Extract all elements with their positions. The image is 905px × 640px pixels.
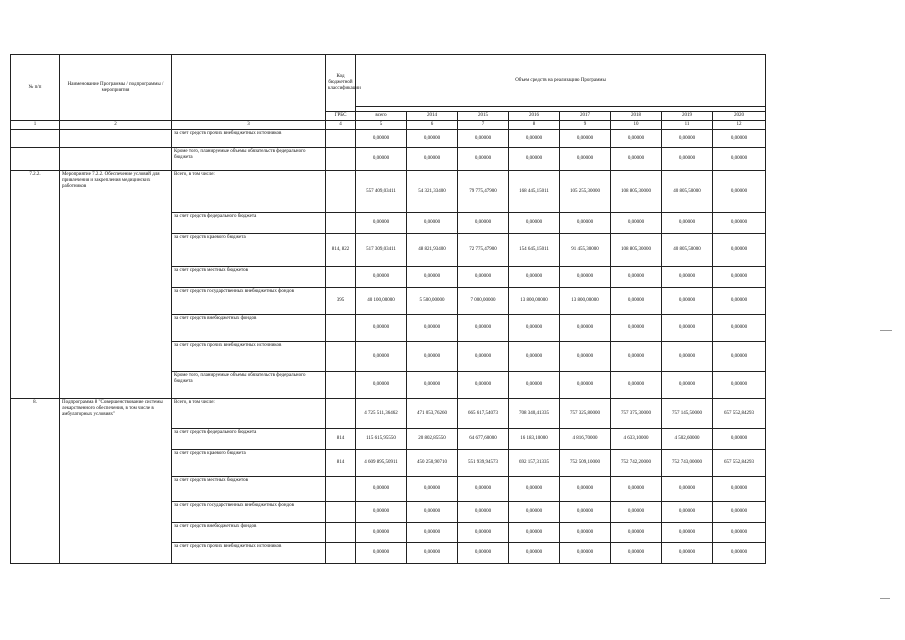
row-year-value: 0,00000 — [713, 477, 766, 502]
row-year-value: 0,00000 — [611, 315, 662, 342]
row-year-value: 0,00000 — [611, 502, 662, 523]
row-year-value: 72 775,47900 — [458, 234, 509, 267]
row-year-value: 0,00000 — [713, 543, 766, 564]
row-year-value: 0,00000 — [509, 502, 560, 523]
row-grbs: 814 — [326, 429, 356, 450]
row-year-value: 0,00000 — [509, 342, 560, 372]
row-year-value: 0,00000 — [407, 267, 458, 288]
row-year-value: 0,00000 — [509, 213, 560, 234]
row-year-value: 0,00000 — [458, 502, 509, 523]
row-year-value: 0,00000 — [713, 267, 766, 288]
row-year-value: 154 645,15011 — [509, 234, 560, 267]
row-grbs — [326, 148, 356, 171]
row-total-value: 0,00000 — [356, 213, 407, 234]
row-year-value: 0,00000 — [458, 213, 509, 234]
row-year-value: 0,00000 — [611, 148, 662, 171]
row-year-value: 20 802,85550 — [407, 429, 458, 450]
row-year-value: 0,00000 — [662, 130, 713, 148]
row-funding-source: за счет средств краевого бюджета — [172, 234, 326, 267]
column-number: 10 — [611, 121, 662, 130]
row-year-value: 0,00000 — [458, 267, 509, 288]
row-program-name — [60, 148, 172, 171]
column-number: 5 — [356, 121, 407, 130]
row-year-value: 0,00000 — [713, 502, 766, 523]
row-year-value: 0,00000 — [713, 315, 766, 342]
row-year-value: 757 325,80000 — [560, 399, 611, 429]
row-year-value: 0,00000 — [458, 148, 509, 171]
row-year-value: 0,00000 — [662, 543, 713, 564]
row-total-value: 0,00000 — [356, 477, 407, 502]
header-volume: Объем средств на реализацию Программы — [356, 55, 766, 107]
row-year-value: 665 617,54073 — [458, 399, 509, 429]
row-year-value: 551 939,94573 — [458, 450, 509, 477]
row-year-value: 5 500,00000 — [407, 288, 458, 315]
column-number: 11 — [662, 121, 713, 130]
row-funding-source: Всего, в том числе: — [172, 399, 326, 429]
row-year-value: 16 183,10000 — [509, 429, 560, 450]
row-year-value: 0,00000 — [560, 372, 611, 399]
row-funding-source: за счет средств государственных внебюджетных фондов — [172, 502, 326, 523]
row-year-value: 0,00000 — [458, 342, 509, 372]
row-grbs — [326, 171, 356, 213]
header-year: 2020 — [713, 112, 766, 121]
header-empty — [172, 55, 326, 121]
row-year-value: 0,00000 — [407, 523, 458, 543]
row-funding-source: за счет средств внебюджетных фондов — [172, 315, 326, 342]
row-year-value: 657 552,84293 — [713, 399, 766, 429]
row-year-value: 40 805,50000 — [662, 171, 713, 213]
row-funding-source: за счет средств прочих внебюджетных источников — [172, 543, 326, 564]
row-funding-source: за счет средств местных бюджетов — [172, 267, 326, 288]
row-year-value: 0,00000 — [509, 148, 560, 171]
table-row — [11, 148, 766, 171]
row-year-value: 13 800,00000 — [509, 288, 560, 315]
row-total-value: 0,00000 — [356, 523, 407, 543]
row-year-value: 0,00000 — [407, 477, 458, 502]
row-year-value: 0,00000 — [407, 502, 458, 523]
table-row — [11, 171, 766, 213]
row-grbs — [326, 477, 356, 502]
row-grbs — [326, 399, 356, 429]
header-no: № п/п — [11, 55, 60, 121]
row-program-name — [60, 130, 172, 148]
row-number — [11, 130, 60, 148]
row-year-value: 0,00000 — [509, 543, 560, 564]
row-year-value: 450 250,90710 — [407, 450, 458, 477]
row-total-value: 0,00000 — [356, 543, 407, 564]
row-year-value: 0,00000 — [560, 213, 611, 234]
row-funding-source: Кроме того, планируемые объемы обязательств федерального бюджета — [172, 148, 326, 171]
row-funding-source: за счет средств прочих внебюджетных источников — [172, 342, 326, 372]
row-year-value: 91 455,30000 — [560, 234, 611, 267]
column-number: 3 — [172, 121, 326, 130]
row-year-value: 0,00000 — [662, 372, 713, 399]
row-year-value: 471 053,76260 — [407, 399, 458, 429]
row-grbs: 814, 822 — [326, 234, 356, 267]
row-year-value: 0,00000 — [560, 267, 611, 288]
row-year-value: 657 552,84293 — [713, 450, 766, 477]
row-year-value: 0,00000 — [560, 523, 611, 543]
header-year: 2018 — [611, 112, 662, 121]
row-total-value: 517 309,03411 — [356, 234, 407, 267]
row-year-value: 0,00000 — [458, 543, 509, 564]
row-year-value: 0,00000 — [458, 477, 509, 502]
row-year-value: 0,00000 — [713, 429, 766, 450]
row-year-value: 54 321,33400 — [407, 171, 458, 213]
column-number: 8 — [509, 121, 560, 130]
row-funding-source: за счет средств федерального бюджета — [172, 429, 326, 450]
scan-edge-mark — [880, 330, 892, 331]
row-year-value: 0,00000 — [560, 502, 611, 523]
column-number: 9 — [560, 121, 611, 130]
row-year-value: 0,00000 — [407, 148, 458, 171]
row-year-value: 0,00000 — [458, 315, 509, 342]
row-year-value: 0,00000 — [611, 213, 662, 234]
row-funding-source: за счет средств прочих внебюджетных источников — [172, 130, 326, 148]
row-year-value: 0,00000 — [509, 477, 560, 502]
row-funding-source: за счет средств государственных внебюджетных фондов — [172, 288, 326, 315]
row-year-value: 0,00000 — [611, 372, 662, 399]
row-year-value: 0,00000 — [611, 288, 662, 315]
row-year-value: 0,00000 — [509, 315, 560, 342]
row-year-value: 168 445,15011 — [509, 171, 560, 213]
column-number: 6 — [407, 121, 458, 130]
table-row — [11, 399, 766, 429]
row-year-value: 0,00000 — [560, 477, 611, 502]
row-year-value: 0,00000 — [407, 372, 458, 399]
row-year-value: 752 509,10000 — [560, 450, 611, 477]
row-year-value: 0,00000 — [407, 543, 458, 564]
row-year-value: 0,00000 — [560, 543, 611, 564]
header-year: 2017 — [560, 112, 611, 121]
row-total-value: 0,00000 — [356, 372, 407, 399]
header-year: 2016 — [509, 112, 560, 121]
row-year-value: 0,00000 — [662, 477, 713, 502]
header-row-1 — [11, 55, 766, 107]
header-total: всего — [356, 112, 407, 121]
header-grbs: ГРБС — [326, 112, 356, 121]
row-year-value: 0,00000 — [713, 372, 766, 399]
row-year-value: 0,00000 — [458, 130, 509, 148]
row-year-value: 0,00000 — [509, 267, 560, 288]
row-year-value: 0,00000 — [662, 267, 713, 288]
row-grbs — [326, 372, 356, 399]
header-year: 2014 — [407, 112, 458, 121]
row-grbs — [326, 502, 356, 523]
row-year-value: 108 805,30000 — [611, 171, 662, 213]
row-total-value: 115 615,95550 — [356, 429, 407, 450]
row-year-value: 0,00000 — [509, 372, 560, 399]
row-year-value: 0,00000 — [560, 315, 611, 342]
row-year-value: 79 775,47900 — [458, 171, 509, 213]
row-year-value: 108 805,30000 — [611, 234, 662, 267]
column-number: 4 — [326, 121, 356, 130]
row-total-value: 4 609 895,50911 — [356, 450, 407, 477]
row-year-value: 0,00000 — [662, 213, 713, 234]
column-number: 1 — [11, 121, 60, 130]
row-grbs — [326, 543, 356, 564]
row-grbs — [326, 342, 356, 372]
row-grbs — [326, 130, 356, 148]
row-year-value: 0,00000 — [560, 342, 611, 372]
column-number: 12 — [713, 121, 766, 130]
row-year-value: 0,00000 — [713, 342, 766, 372]
header-year: 2019 — [662, 112, 713, 121]
row-year-value: 0,00000 — [611, 477, 662, 502]
row-year-value: 0,00000 — [662, 502, 713, 523]
table-body — [11, 55, 766, 564]
row-year-value: 0,00000 — [560, 148, 611, 171]
column-number: 7 — [458, 121, 509, 130]
row-year-value: 0,00000 — [458, 372, 509, 399]
row-grbs: 814 — [326, 450, 356, 477]
row-total-value: 0,00000 — [356, 148, 407, 171]
row-year-value: 0,00000 — [662, 148, 713, 171]
row-funding-source: Кроме того, планируемые объемы обязательств федерального бюджета — [172, 372, 326, 399]
row-year-value: 0,00000 — [662, 523, 713, 543]
row-year-value: 0,00000 — [713, 213, 766, 234]
row-year-value: 13 800,00000 — [560, 288, 611, 315]
row-grbs — [326, 267, 356, 288]
scan-edge-mark — [880, 598, 890, 599]
row-total-value: 4 725 511,36462 — [356, 399, 407, 429]
row-year-value: 0,00000 — [662, 315, 713, 342]
row-total-value: 0,00000 — [356, 267, 407, 288]
row-total-value: 40 100,00000 — [356, 288, 407, 315]
row-year-value: 0,00000 — [713, 234, 766, 267]
row-year-value: 0,00000 — [662, 342, 713, 372]
row-funding-source: за счет средств краевого бюджета — [172, 450, 326, 477]
row-funding-source: Всего, в том числе: — [172, 171, 326, 213]
row-total-value: 0,00000 — [356, 342, 407, 372]
header-year: 2015 — [458, 112, 509, 121]
header-name: Наименование Программы / подпрограммы / мероприятия — [60, 55, 172, 121]
header-code: Код бюджетной классификации — [326, 55, 356, 112]
row-year-value: 0,00000 — [407, 315, 458, 342]
row-year-value: 0,00000 — [611, 342, 662, 372]
row-year-value: 4 816,70000 — [560, 429, 611, 450]
row-total-value: 0,00000 — [356, 315, 407, 342]
column-number-row — [11, 121, 766, 130]
row-total-value: 0,00000 — [356, 502, 407, 523]
row-year-value: 4 633,10000 — [611, 429, 662, 450]
row-year-value: 0,00000 — [713, 523, 766, 543]
row-number: 7.2.2. — [11, 171, 60, 399]
row-year-value: 708 340,41335 — [509, 399, 560, 429]
row-year-value: 0,00000 — [713, 148, 766, 171]
row-funding-source: за счет средств внебюджетных фондов — [172, 523, 326, 543]
row-year-value: 0,00000 — [611, 543, 662, 564]
row-number — [11, 148, 60, 171]
row-number: 8. — [11, 399, 60, 564]
row-year-value: 0,00000 — [407, 213, 458, 234]
row-year-value: 0,00000 — [611, 523, 662, 543]
row-year-value: 0,00000 — [407, 342, 458, 372]
row-year-value: 0,00000 — [407, 130, 458, 148]
row-grbs — [326, 315, 356, 342]
row-year-value: 752 742,20000 — [611, 450, 662, 477]
row-year-value: 0,00000 — [509, 130, 560, 148]
row-year-value: 105 255,30000 — [560, 171, 611, 213]
row-year-value: 752 743,00000 — [662, 450, 713, 477]
row-year-value: 0,00000 — [611, 267, 662, 288]
row-year-value: 48 821,93400 — [407, 234, 458, 267]
row-year-value: 40 805,50000 — [662, 234, 713, 267]
row-total-value: 0,00000 — [356, 130, 407, 148]
row-year-value: 692 157,31335 — [509, 450, 560, 477]
row-year-value: 0,00000 — [560, 130, 611, 148]
row-year-value: 0,00000 — [458, 523, 509, 543]
row-year-value: 64 677,60000 — [458, 429, 509, 450]
row-program-name: Подпрограмма 8 "Совершенствование системы лекарственного обеспечения, в том числе в амбулаторных условиях" — [60, 399, 172, 564]
row-funding-source: за счет средств федерального бюджета — [172, 213, 326, 234]
row-grbs — [326, 523, 356, 543]
row-year-value: 757 375,30000 — [611, 399, 662, 429]
row-year-value: 0,00000 — [611, 130, 662, 148]
row-year-value: 0,00000 — [509, 523, 560, 543]
row-year-value: 4 502,60000 — [662, 429, 713, 450]
row-grbs: 395 — [326, 288, 356, 315]
row-year-value: 0,00000 — [662, 288, 713, 315]
budget-table — [10, 54, 766, 564]
row-total-value: 557 409,03411 — [356, 171, 407, 213]
row-year-value: 0,00000 — [713, 130, 766, 148]
row-funding-source: за счет средств местных бюджетов — [172, 477, 326, 502]
row-year-value: 7 000,00000 — [458, 288, 509, 315]
row-program-name: Мероприятие 7.2.2. Обеспечение условий для привлечения и закрепления медицинских работников — [60, 171, 172, 399]
row-year-value: 0,00000 — [713, 171, 766, 213]
column-number: 2 — [60, 121, 172, 130]
row-year-value: 0,00000 — [713, 288, 766, 315]
row-year-value: 757 145,50000 — [662, 399, 713, 429]
table-row — [11, 130, 766, 148]
row-grbs — [326, 213, 356, 234]
